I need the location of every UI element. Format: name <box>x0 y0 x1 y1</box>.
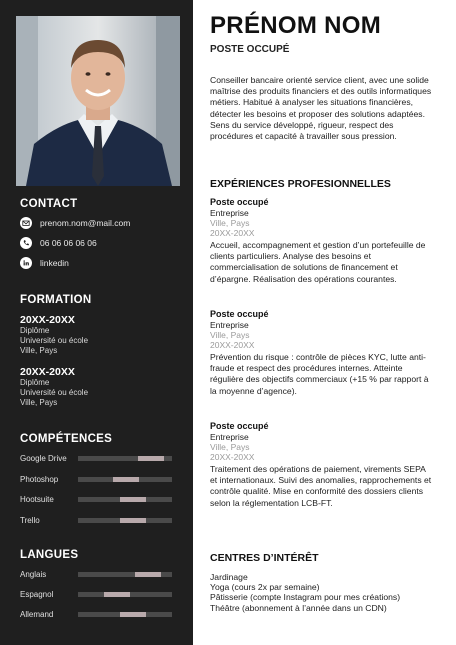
contact-phone[interactable] <box>20 236 97 250</box>
language-bar <box>78 612 172 617</box>
email-text: prenom.nom@mail.com <box>40 218 131 228</box>
skill-label: Hootsuite <box>20 494 54 504</box>
interest-item: Théâtre (abonnement à l’année dans un CDN) <box>210 602 387 613</box>
experience-description: Prévention du risque : contrôle de pièces KYC, lutte anti-fraude et respect des procédures internes. Atteinte régulière des objectifs commerciaux (+15 % par rapport à la moyenne d’agence). <box>210 352 429 396</box>
linkedin-icon <box>20 257 32 269</box>
experience-dates: 20XX-20XX <box>210 228 255 238</box>
formation-school: Université ou école <box>20 388 89 397</box>
experience-company: Entreprise <box>210 208 249 218</box>
language-bar <box>78 592 172 597</box>
formation-item <box>20 366 180 408</box>
formation-degree: Diplôme <box>20 326 50 335</box>
skill-row <box>20 513 172 527</box>
interest-item: Jardinage <box>210 572 248 582</box>
experience-title: Poste occupé <box>210 197 269 207</box>
formation-years: 20XX-20XX <box>20 366 75 378</box>
language-label: Espagnol <box>20 589 54 599</box>
job-title: POSTE OCCUPÉ <box>210 44 290 55</box>
experience-item <box>210 421 432 509</box>
language-bar-fill <box>104 592 130 597</box>
language-bar <box>78 572 172 577</box>
contact-email[interactable] <box>20 216 130 230</box>
skill-bar-fill <box>113 477 139 482</box>
experience-title: Poste occupé <box>210 421 269 431</box>
formation-school: Université ou école <box>20 336 89 345</box>
skill-label: Google Drive <box>20 453 67 463</box>
experiences-heading: EXPÉRIENCES PROFESIONNELLES <box>210 178 391 190</box>
experience-dates: 20XX-20XX <box>210 452 255 462</box>
langues-heading: LANGUES <box>20 549 79 561</box>
experience-company: Entreprise <box>210 320 249 330</box>
experience-description: Traitement des opérations de paiement, virements SEPA et internationaux. Suivi des anomalies, rapprochements et contrôle qualité. Mise en conformité des dossiers clients selon la réglementation LCB-FT. <box>210 464 432 508</box>
language-row <box>20 587 172 601</box>
formation-place: Ville, Pays <box>20 398 58 407</box>
interests-list <box>210 572 440 613</box>
skill-bar-fill <box>138 456 164 461</box>
experience-place: Ville, Pays <box>210 218 250 228</box>
formation-degree: Diplôme <box>20 378 50 387</box>
skill-label: Trello <box>20 515 40 525</box>
interests-heading: CENTRES D’INTÉRÊT <box>210 552 319 564</box>
skill-bar <box>78 456 172 461</box>
skill-bar <box>78 497 172 502</box>
experience-item <box>210 309 432 397</box>
formation-heading: FORMATION <box>20 294 92 306</box>
formation-years: 20XX-20XX <box>20 314 75 326</box>
language-label: Anglais <box>20 569 47 579</box>
skill-bar-fill <box>120 497 146 502</box>
skill-label: Photoshop <box>20 474 59 484</box>
language-bar-fill <box>120 612 146 617</box>
experience-title: Poste occupé <box>210 309 269 319</box>
language-row <box>20 607 172 621</box>
phone-icon <box>20 237 32 249</box>
skill-bar <box>78 477 172 482</box>
language-row <box>20 567 172 581</box>
sidebar <box>0 0 193 645</box>
interest-item: Pâtisserie (compte Instagram pour mes créations) <box>210 592 401 603</box>
profile-photo <box>16 16 180 186</box>
experience-place: Ville, Pays <box>210 442 250 452</box>
experience-company: Entreprise <box>210 432 249 442</box>
language-label: Allemand <box>20 609 54 619</box>
contact-heading: CONTACT <box>20 198 78 210</box>
skill-row <box>20 451 172 465</box>
skill-row <box>20 492 172 506</box>
skill-bar-fill <box>120 518 146 523</box>
profile-summary: Conseiller bancaire orienté service client, avec une solide maîtrise des produits financiers et des outils informatiques métiers. Habitué à analyser les situations financières, détecter les besoins et proposer des solutions adaptées. Sens du service développé, rigueur, respect des procédures et capacité à travailler sous pression. <box>210 75 432 142</box>
interest-item: Yoga (cours 2x par semaine) <box>210 582 320 593</box>
phone-text: 06 06 06 06 06 <box>40 238 97 248</box>
linkedin-text: linkedin <box>40 258 69 268</box>
mail-icon <box>20 217 32 229</box>
formation-place: Ville, Pays <box>20 346 58 355</box>
experience-dates: 20XX-20XX <box>210 340 255 350</box>
competences-heading: COMPÉTENCES <box>20 433 113 445</box>
formation-item <box>20 314 180 356</box>
language-bar-fill <box>135 572 161 577</box>
experience-item <box>210 197 432 285</box>
contact-linkedin[interactable] <box>20 256 69 270</box>
skill-bar <box>78 518 172 523</box>
experience-place: Ville, Pays <box>210 330 250 340</box>
experience-description: Accueil, accompagnement et gestion d’un portefeuille de clients particuliers. Analyse des besoins et commercialisation de solutions de financement et d’épargne. Réalisation des opérations courantes. <box>210 240 426 284</box>
skill-row <box>20 472 172 486</box>
person-name: PRÉNOM NOM <box>210 12 381 39</box>
